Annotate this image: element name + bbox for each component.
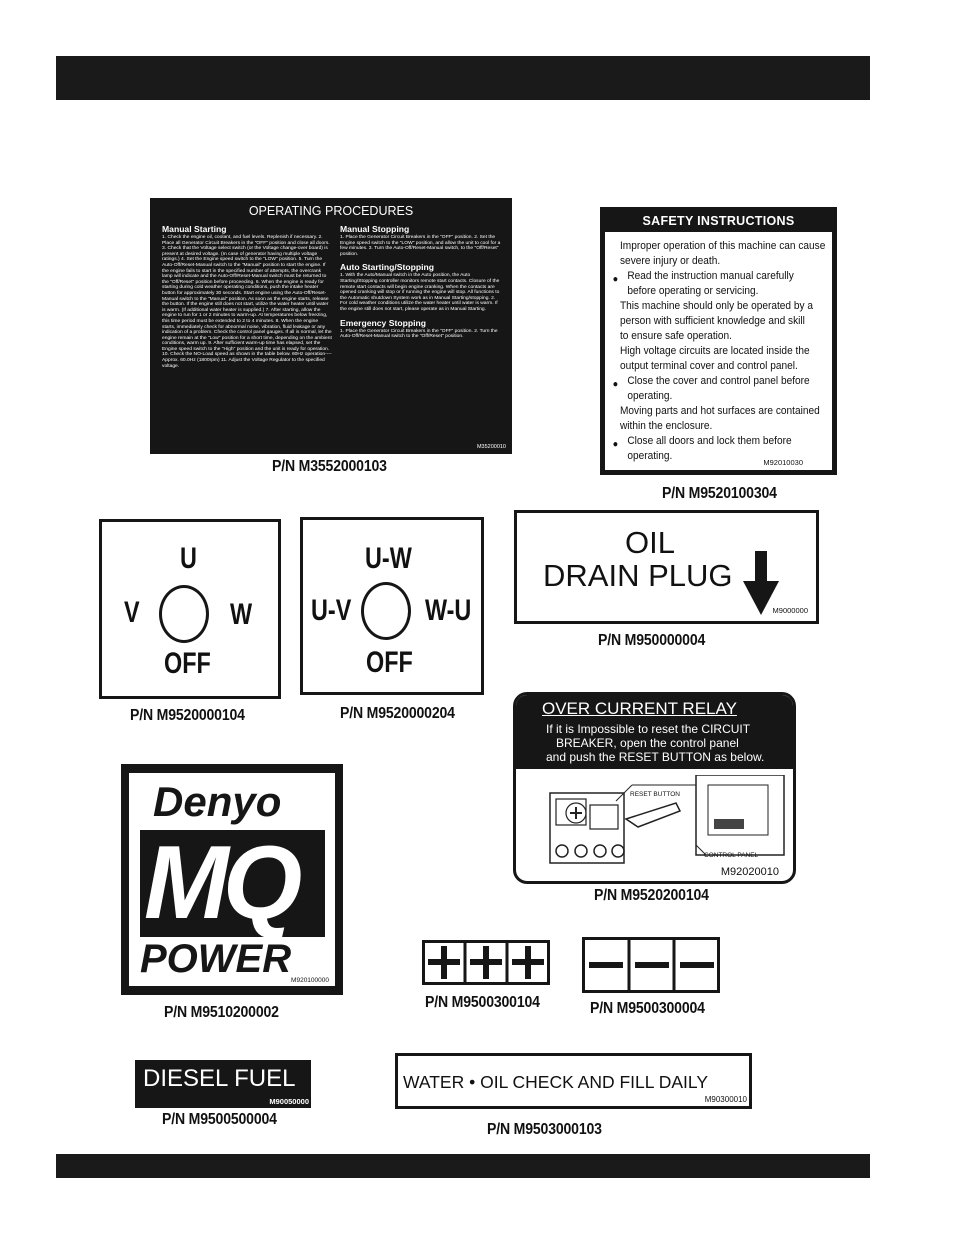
label-uv: U-V — [311, 594, 352, 627]
water-code: M90300010 — [704, 1095, 747, 1104]
safety-line: operating. — [627, 450, 673, 462]
safety-line: within the enclosure. — [620, 420, 713, 432]
decal-title: OPERATING PROCEDURES — [248, 204, 414, 218]
logo-panel — [129, 773, 335, 986]
part-number-plus: P/N M9500300104 — [425, 994, 540, 1011]
diesel-fuel-decal — [135, 1060, 311, 1108]
denyo-code: M920100000 — [291, 977, 329, 984]
ocr-title: OVER CURRENT RELAY — [542, 699, 737, 718]
left-column — [162, 222, 332, 369]
safety-line: output terminal cover and control panel. — [620, 360, 798, 372]
safety-line: ● Close all doors and lock them before — [612, 435, 792, 450]
part-number-water: P/N M9503000103 — [487, 1121, 602, 1138]
part-number-phase: P/N M9520000204 — [340, 705, 455, 722]
reset-button-label: RESET BUTTON — [630, 791, 680, 798]
label-wu: W-U — [425, 594, 472, 627]
selector-circle-icon — [159, 585, 209, 643]
water-oil-check-decal — [395, 1053, 752, 1109]
safety-code: M92010030 — [763, 458, 803, 467]
manual-starting-heading: Manual Starting — [162, 224, 227, 234]
minus-signs-icon — [582, 937, 720, 993]
label-w: W — [230, 598, 253, 631]
diesel-text: DIESEL FUEL — [143, 1065, 296, 1092]
safety-body — [605, 232, 832, 470]
safety-line: person with sufficient knowledge and skill — [620, 315, 805, 327]
safety-title: SAFETY INSTRUCTIONS — [642, 214, 795, 228]
brand-mq: MQ — [144, 825, 297, 941]
part-number-denyo: P/N M9510200002 — [164, 1004, 279, 1021]
control-panel-label: CONTROL PANEL — [704, 852, 759, 859]
emergency-text: 1. Place the Generator Circuit Breakers in the "OFF" position. 2. Turn the Auto-Off/Reset-Manual switch to the "Off/Reset" position. — [340, 328, 498, 340]
safety-line: before operating or servicing. — [627, 285, 759, 297]
header-bar — [56, 56, 870, 100]
safety-line: to ensure safe operation. — [620, 330, 732, 342]
ocr-header — [516, 695, 793, 769]
emergency-heading: Emergency Stopping — [340, 317, 426, 328]
denyo-mq-power-decal — [121, 764, 343, 995]
right-column — [340, 222, 502, 340]
ocr-code: M92020010 — [720, 866, 779, 878]
positive-terminal-decal — [422, 940, 550, 985]
bullet-icon: ● — [612, 379, 619, 390]
manual-stopping-heading: Manual Stopping — [340, 224, 410, 234]
brand-denyo: Denyo — [153, 778, 282, 825]
safety-line: This machine should only be operated by a — [620, 300, 813, 312]
ocr-line-3: and push the RESET BUTTON as below. — [546, 750, 765, 764]
bullet-icon: ● — [612, 274, 619, 285]
decal-code: M35200010 — [476, 444, 506, 450]
safety-line: Moving parts and hot surfaces are contained — [620, 405, 820, 417]
negative-terminal-decal — [582, 937, 720, 993]
oil-line-1: OIL — [625, 525, 675, 560]
label-u: U — [180, 542, 197, 575]
label-off: OFF — [164, 647, 211, 680]
uvw-selector-decal — [99, 519, 281, 699]
mq-block — [140, 825, 325, 941]
label-uw: U-W — [365, 542, 412, 575]
manual-starting-text: 1. Check the engine oil, coolant, and fuel levels. Replenish if necessary. 2. Place all Generator Circuit Breakers in the "OFF" position and close all doors. 3. Check that the Voltage select switch (or the Voltage change-over board) is present at desired voltage. (In case of generator having multiple voltage ratings.) 4. Set the Engine speed switch to the "LOW" position. 5. Turn the Auto-Off/Reset-Manual switch to the "Manual" position to start the engine. If the engine fails to start in the specified number of attempts, the overcrank lamp will indicate and the Auto-Off/Reset-Manual switch must be returned to the "Off/Reset" position before proceeding. 6. When the engine is ready for starting during cold weather operating conditions, push the intake heater button for approximately 30 seconds. Start engine using the Auto-Off/Reset-Manual switch to the "Manual" position. As soon as the engine starts, release the button. If the engine still does not start, utilize the water heater until water is warm. (If additional water heater is supplied.) 7. After starting, allow the engine to run for 1 or 2 minutes to warm-up. At temperatures below freezing, this time period must be extended to 2 to 4 minutes. 8. When the engine starts, immediately check for abnormal noise, vibration, fluid leakage or any indication of a problem. Check the control panel gauges. If all is normal, let the engine remain at the "Low" position for a short time, depending on the ambient conditions, warm up. 9. After sufficient warm-up time has elapsed, set the Engine speed switch to the "High" position and the unit is ready for operation. 10. Check the NO-Load speed as shown in the table below. 60Hz operation----Approx. 60.0Hz (1800rpm) 11. Adjust the Voltage Regulator to the specified voltage. — [162, 235, 332, 369]
oil-code: M9000000 — [772, 606, 808, 615]
ocr-line-1: If it is Impossible to reset the CIRCUIT — [546, 722, 751, 736]
label-off: OFF — [366, 646, 413, 679]
safety-line: ● Read the instruction manual carefully — [612, 270, 794, 285]
diesel-code: M90050000 — [269, 1097, 309, 1106]
safety-line: High voltage circuits are located inside the — [620, 345, 810, 357]
over-current-relay-decal — [513, 692, 796, 884]
operating-procedures-decal — [150, 198, 512, 454]
part-number-diesel: P/N M9500500004 — [162, 1111, 277, 1128]
auto-text: 1. With the Auto/Manual switch in the Auto position, the Auto Starting/Stopping controller monitors remote start contacts. Closure of the remote start contacts will begin engine cranking. When the contacts are opened cranking will stop or if running the engine will stop. All functions to the Automatic shutdown System work as in Manual Starting/stopping. 2. For cold weather conditions utilize the water heater until water is warm. If the engine still does not start, please operate as in Manual Starting. — [340, 273, 500, 312]
oil-line-2: DRAIN PLUG — [543, 558, 733, 593]
part-number-ocr: P/N M9520200104 — [594, 887, 709, 904]
selector-circle-icon — [361, 582, 411, 640]
brand-power: POWER — [140, 937, 292, 981]
part-number-safety: P/N M9520100304 — [662, 485, 777, 502]
phase-selector-decal — [300, 517, 484, 695]
part-number-uvw: P/N M9520000104 — [130, 707, 245, 724]
footer-bar — [56, 1154, 870, 1178]
part-number-oil: P/N M950000004 — [598, 632, 706, 649]
part-number-minus: P/N M9500300004 — [590, 1000, 705, 1017]
safety-line: severe injury or death. — [620, 255, 721, 267]
plus-signs-icon — [422, 940, 550, 985]
safety-line: Improper operation of this machine can cause — [620, 240, 826, 252]
manual-stopping-text: 1. Place the Generator Circuit Breakers in the "OFF" position. 2. Set the Engine speed switch to the "LOW" position, and allow the unit to cool for a few minutes. 3. Turn the Auto-Off/Reset-Manual switch, to the "Off/Reset" position. — [340, 235, 501, 257]
safety-instructions-decal — [600, 207, 837, 475]
oil-drain-plug-decal — [514, 510, 819, 624]
bullet-icon: ● — [612, 439, 619, 450]
safety-line: ● Close the cover and control panel before — [612, 375, 810, 390]
label-v: V — [124, 596, 140, 629]
ocr-line-2: BREAKER, open the control panel — [556, 736, 739, 750]
safety-line: operating. — [627, 390, 673, 402]
auto-heading: Auto Starting/Stopping — [340, 262, 435, 273]
water-text: WATER • OIL CHECK AND FILL DAILY — [403, 1072, 708, 1092]
part-number-operating: P/N M3552000103 — [272, 458, 387, 475]
